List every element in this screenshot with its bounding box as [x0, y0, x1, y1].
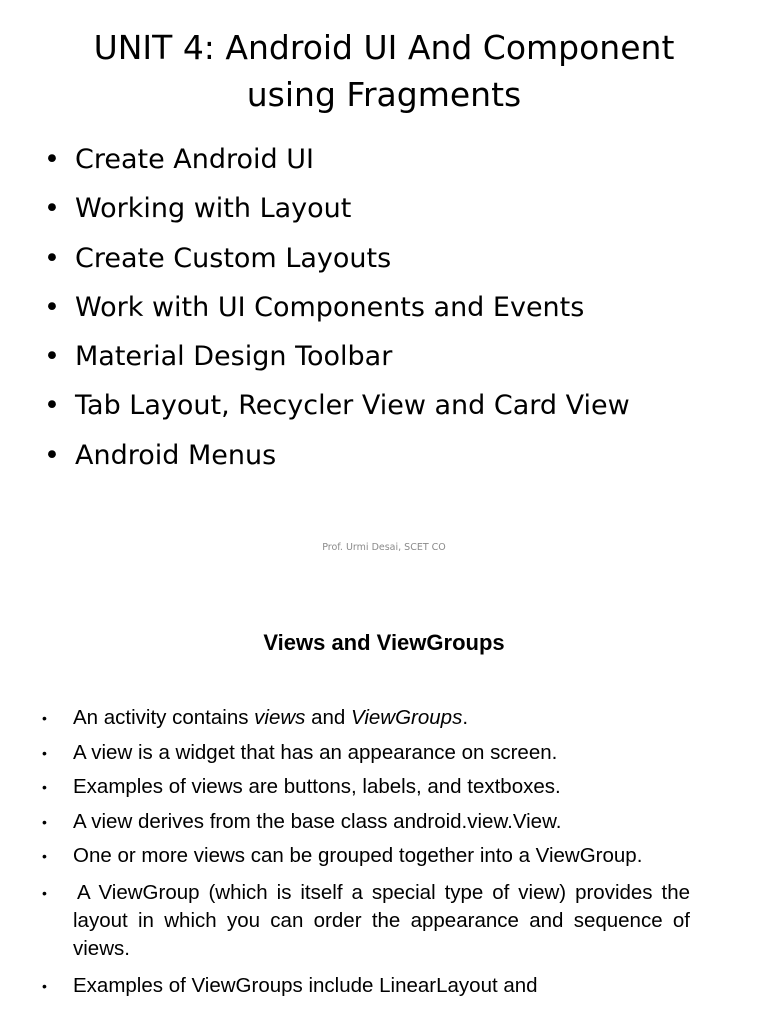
definition-item: [42, 739, 690, 767]
bullet-icon: •: [42, 885, 47, 901]
slide-footer: Prof. Urmi Desai, SCET CO: [322, 542, 446, 553]
bullet-icon: •: [42, 813, 47, 830]
bullet-icon: •: [44, 193, 60, 225]
topic-text: Tab Layout, Recycler View and Card View: [75, 390, 630, 422]
topic-item: [44, 384, 630, 433]
topic-text: Create Android UI: [75, 144, 314, 175]
definition-text: A view is a widget that has an appearance on screen.: [73, 740, 558, 764]
bullet-icon: •: [42, 978, 47, 994]
definition-text: Examples of views are buttons, labels, and textboxes.: [73, 775, 561, 798]
definition-text: A ViewGroup (which is itself a special type of view) provides the layout in which you can order the appearance and sequence of views.: [73, 881, 690, 960]
definition-list: [42, 704, 690, 1007]
topic-text: Work with UI Components and Events: [75, 291, 585, 323]
definition-text-prefix: An activity contains: [73, 706, 255, 729]
slide-views-and-viewgroups: [0, 590, 768, 1024]
definition-item: [42, 773, 690, 801]
bullet-icon: •: [44, 291, 60, 323]
bullet-icon: •: [42, 848, 47, 864]
topic-item: [44, 434, 630, 483]
definition-text: Examples of ViewGroups include LinearLayout and: [73, 974, 538, 997]
topic-text: Create Custom Layouts: [75, 242, 392, 274]
bullet-icon: •: [44, 242, 60, 274]
definition-item: [42, 842, 690, 870]
topic-list: [44, 138, 630, 483]
definition-item: [42, 808, 690, 836]
topic-item: [44, 335, 630, 384]
definition-text-middle: and: [305, 706, 352, 729]
bullet-icon: •: [44, 144, 60, 175]
topic-item: [44, 237, 630, 286]
slide-title: [20, 24, 748, 118]
definition-item: [42, 972, 690, 1000]
topic-text: Working with Layout: [75, 193, 352, 225]
topic-text: Android Menus: [75, 439, 277, 471]
definition-text-em-views: views: [254, 706, 306, 729]
slide-title-line-2: using Fragments: [246, 75, 522, 114]
definition-text-em-viewgroups: ViewGroups: [351, 706, 463, 729]
bullet-icon: •: [42, 779, 47, 795]
bullet-icon: •: [42, 710, 47, 726]
slide-title-line-1: UNIT 4: Android UI And Component: [93, 28, 675, 67]
definition-text: One or more views can be grouped together into a ViewGroup.: [73, 844, 643, 867]
definition-item: [42, 879, 690, 963]
slide-title: Views and ViewGroups: [263, 630, 505, 655]
definition-item: [42, 704, 690, 732]
bullet-icon: •: [44, 341, 60, 373]
definition-text-suffix: .: [462, 706, 469, 729]
topic-item: [44, 138, 630, 187]
definition-text: A view derives from the base class android.view.View.: [73, 809, 562, 833]
topic-text: Material Design Toolbar: [75, 341, 393, 373]
bullet-icon: •: [44, 390, 60, 422]
topic-item: [44, 187, 630, 236]
bullet-icon: •: [44, 439, 60, 471]
bullet-icon: •: [42, 744, 47, 761]
topic-item: [44, 286, 630, 335]
